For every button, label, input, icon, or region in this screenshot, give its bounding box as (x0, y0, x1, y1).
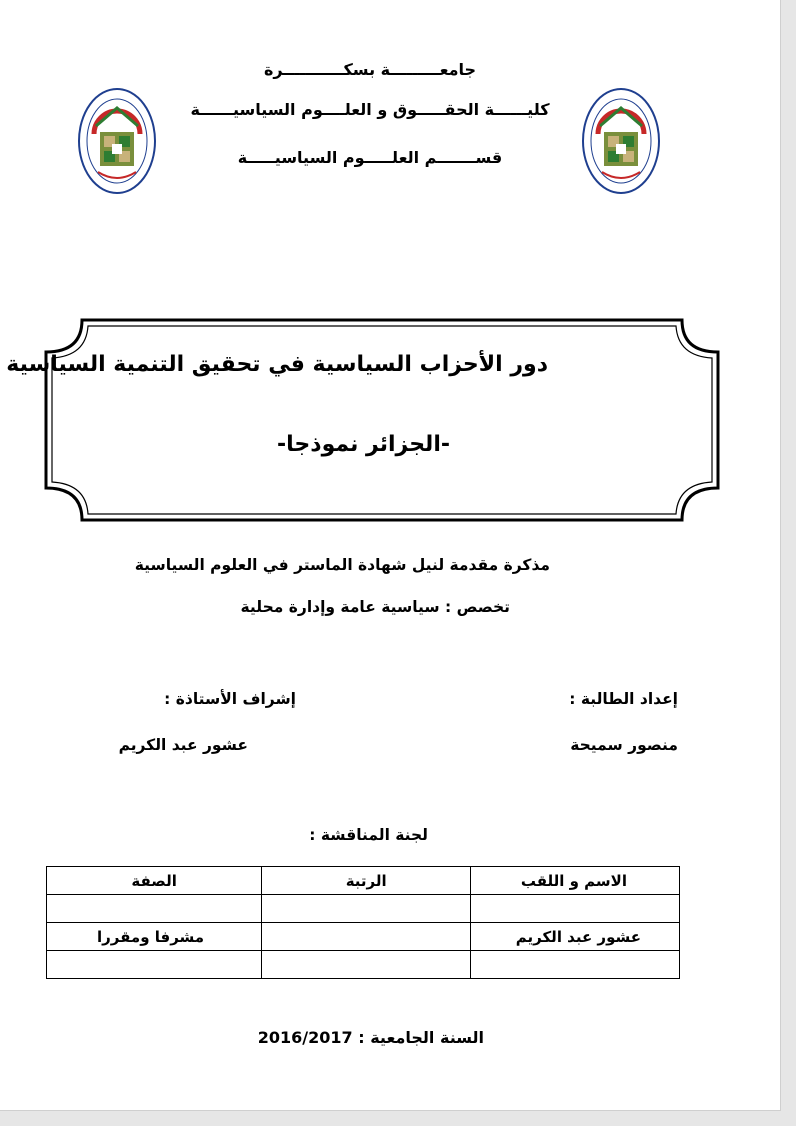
jury-rank-cell (262, 923, 471, 951)
supervisor-name: عشور عبد الكريم (118, 736, 248, 754)
university-name: جامعـــــــــة بسكـــــــــــرة (263, 60, 477, 79)
title-frame (44, 318, 720, 522)
jury-role-cell (47, 951, 262, 979)
jury-rank-cell (262, 895, 471, 923)
university-logo-right (580, 86, 662, 196)
column-name-header: الاسم و اللقب (471, 867, 680, 895)
jury-role-cell: مشرفا ومقررا (47, 923, 262, 951)
thesis-title: دور الأحزاب السياسية في تحقيق التنمية السياسية (6, 352, 548, 377)
specialty-line: تخصص : سياسية عامة وإدارة محلية (240, 598, 510, 616)
jury-role-cell (47, 895, 262, 923)
student-label: إعداد الطالبة : (569, 690, 678, 708)
jury-name-cell (471, 895, 680, 923)
column-role-header: الصفة (47, 867, 262, 895)
degree-statement: مذكرة مقدمة لنيل شهادة الماستر في العلوم السياسية (134, 556, 550, 574)
student-name: منصور سميحة (570, 736, 678, 754)
table-row (47, 923, 680, 951)
university-logo-left (76, 86, 158, 196)
column-rank-header: الرتبة (262, 867, 471, 895)
supervisor-label: إشراف الأستاذة : (164, 690, 296, 708)
department-name: قســـــــم العلـــــوم السياسيـــــة (237, 148, 503, 167)
table-row (47, 895, 680, 923)
table-row (47, 951, 680, 979)
jury-rank-cell (262, 951, 471, 979)
jury-table (46, 866, 680, 979)
academic-year: السنة الجامعية : 2016/2017 (257, 1028, 484, 1047)
jury-name-cell: عشور عبد الكريم (471, 923, 680, 951)
jury-table-header (47, 867, 680, 895)
faculty-name: كليــــــة الحقـــــوق و العلــــوم السياسيــــــة (190, 100, 550, 119)
thesis-subtitle: -الجزائر نموذجا- (277, 432, 450, 457)
jury-name-cell (471, 951, 680, 979)
jury-heading: لجنة المناقشة : (309, 826, 428, 844)
